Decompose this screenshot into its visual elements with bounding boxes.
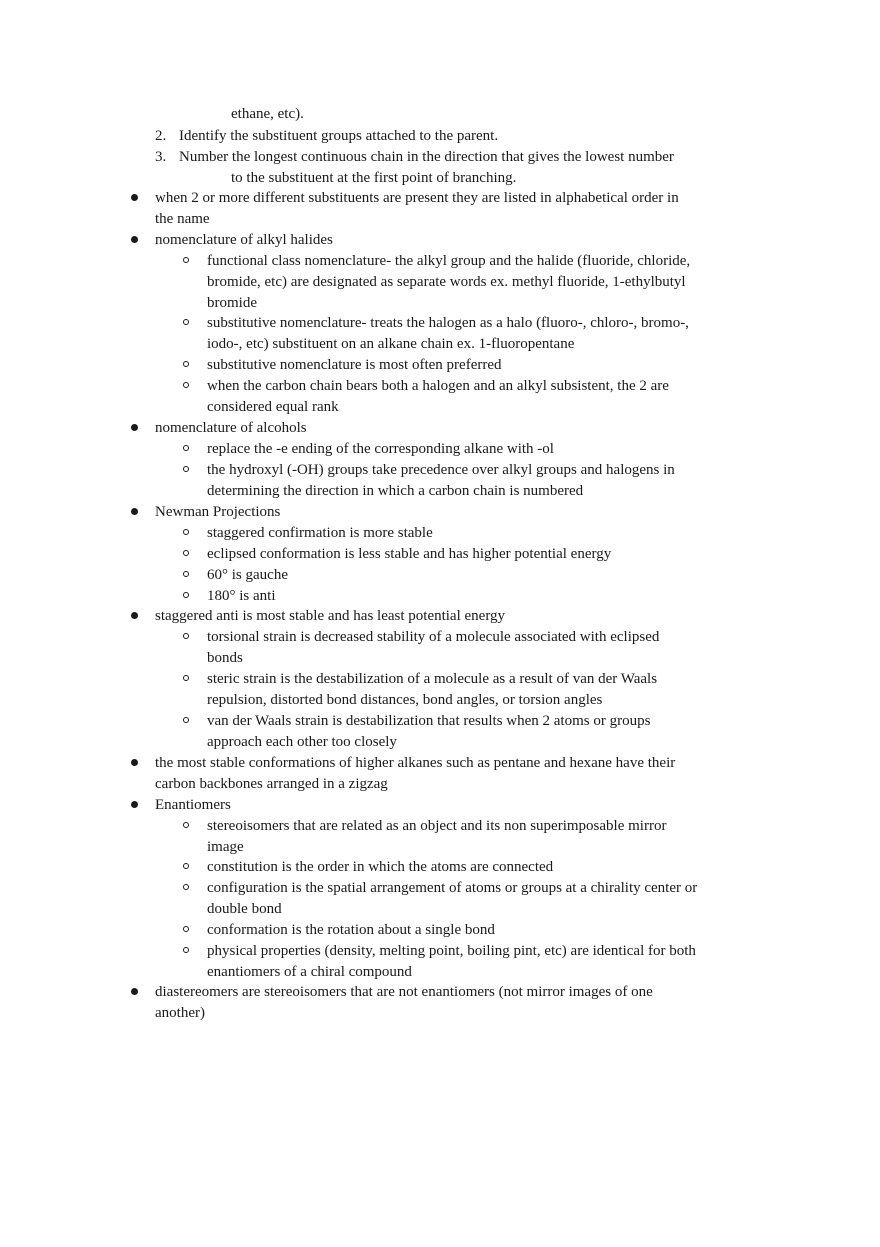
text-line: substitutive nomenclature- treats the halogen as a halo (fluoro-, chloro-, bromo-, [207, 315, 689, 331]
text-line: the name [155, 211, 210, 227]
sub-bullet-icon [183, 592, 189, 598]
bullet-icon [131, 612, 138, 619]
sub-bullet-icon [183, 822, 189, 828]
sub-bullet-icon [183, 863, 189, 869]
text-line: bromide [207, 295, 257, 311]
text-line: 180° is anti [207, 588, 276, 604]
text-line: the most stable conformations of higher alkanes such as pentane and hexane have their [155, 755, 676, 771]
sub-bullet-icon [183, 571, 189, 577]
list-number: 2. [155, 128, 167, 144]
bullet-icon [131, 424, 138, 431]
bullet-icon [131, 508, 138, 515]
sub-bullet-icon [183, 319, 189, 325]
sub-bullet-icon [183, 529, 189, 535]
text-line: replace the -e ending of the corresponding alkane with -ol [207, 441, 554, 457]
text-line: nomenclature of alcohols [155, 420, 307, 436]
sub-bullet-icon [183, 926, 189, 932]
text-line: enantiomers of a chiral compound [207, 964, 412, 980]
sub-bullet-icon [183, 884, 189, 890]
sub-bullet-icon [183, 675, 189, 681]
bullet-icon [131, 988, 138, 995]
text-line: functional class nomenclature- the alkyl group and the halide (fluoride, chloride, [207, 253, 691, 269]
text-line: steric strain is the destabilization of a molecule as a result of van der Waals [207, 671, 658, 687]
sub-bullet-icon [183, 550, 189, 556]
sub-bullet-icon [183, 361, 189, 367]
text-line: Newman Projections [155, 504, 281, 520]
text-line: diastereomers are stereoisomers that are not enantiomers (not mirror images of one [155, 984, 653, 1000]
sub-bullet-icon [183, 717, 189, 723]
sub-bullet-icon [183, 466, 189, 472]
text-line: torsional strain is decreased stability of a molecule associated with eclipsed [207, 629, 660, 645]
text-line: eclipsed conformation is less stable and has higher potential energy [207, 546, 612, 562]
text-line: bromide, etc) are designated as separate words ex. methyl fluoride, 1-ethylbutyl [207, 274, 686, 290]
text-line: staggered anti is most stable and has least potential energy [155, 608, 506, 624]
text-line: image [207, 839, 244, 855]
text-line: bonds [207, 650, 243, 666]
text-line: iodo-, etc) substituent on an alkane chain ex. 1-fluoropentane [207, 336, 575, 352]
bullet-icon [131, 236, 138, 243]
text-line: van der Waals strain is destabilization that results when 2 atoms or groups [207, 713, 651, 729]
text-line: the hydroxyl (-OH) groups take precedence over alkyl groups and halogens in [207, 462, 675, 478]
text-line: physical properties (density, melting point, boiling pint, etc) are identical for both [207, 943, 696, 959]
sub-bullet-icon [183, 382, 189, 388]
text-line: another) [155, 1005, 205, 1021]
text-line: 60° is gauche [207, 567, 288, 583]
bullet-icon [131, 801, 138, 808]
text-line: considered equal rank [207, 399, 339, 415]
text-line: Number the longest continuous chain in the direction that gives the lowest number [179, 149, 674, 165]
text-line: conformation is the rotation about a single bond [207, 922, 495, 938]
sub-bullet-icon [183, 633, 189, 639]
sub-bullet-icon [183, 257, 189, 263]
text-line: nomenclature of alkyl halides [155, 232, 333, 248]
bullet-icon [131, 194, 138, 201]
text-line: determining the direction in which a carbon chain is numbered [207, 483, 584, 499]
bullet-icon [131, 759, 138, 766]
text-line: repulsion, distorted bond distances, bond angles, or torsion angles [207, 692, 603, 708]
text-line: Identify the substituent groups attached to the parent. [179, 128, 499, 144]
text-line: when 2 or more different substituents are present they are listed in alphabetical order in [155, 190, 679, 206]
text-line: when the carbon chain bears both a halogen and an alkyl subsistent, the 2 are [207, 378, 669, 394]
text-line: Enantiomers [155, 797, 231, 813]
text-line: carbon backbones arranged in a zigzag [155, 776, 388, 792]
text-line: staggered confirmation is more stable [207, 525, 433, 541]
text-line: ethane, etc). [231, 106, 304, 122]
text-line: substitutive nomenclature is most often preferred [207, 357, 502, 373]
text-line: approach each other too closely [207, 734, 397, 750]
sub-bullet-icon [183, 947, 189, 953]
text-line: constitution is the order in which the atoms are connected [207, 859, 554, 875]
sub-bullet-icon [183, 445, 189, 451]
list-number: 3. [155, 149, 167, 165]
text-line: stereoisomers that are related as an object and its non superimposable mirror [207, 818, 667, 834]
text-line: configuration is the spatial arrangement of atoms or groups at a chirality center or [207, 880, 698, 896]
text-line: double bond [207, 901, 282, 917]
text-line: to the substituent at the first point of branching. [231, 170, 517, 186]
